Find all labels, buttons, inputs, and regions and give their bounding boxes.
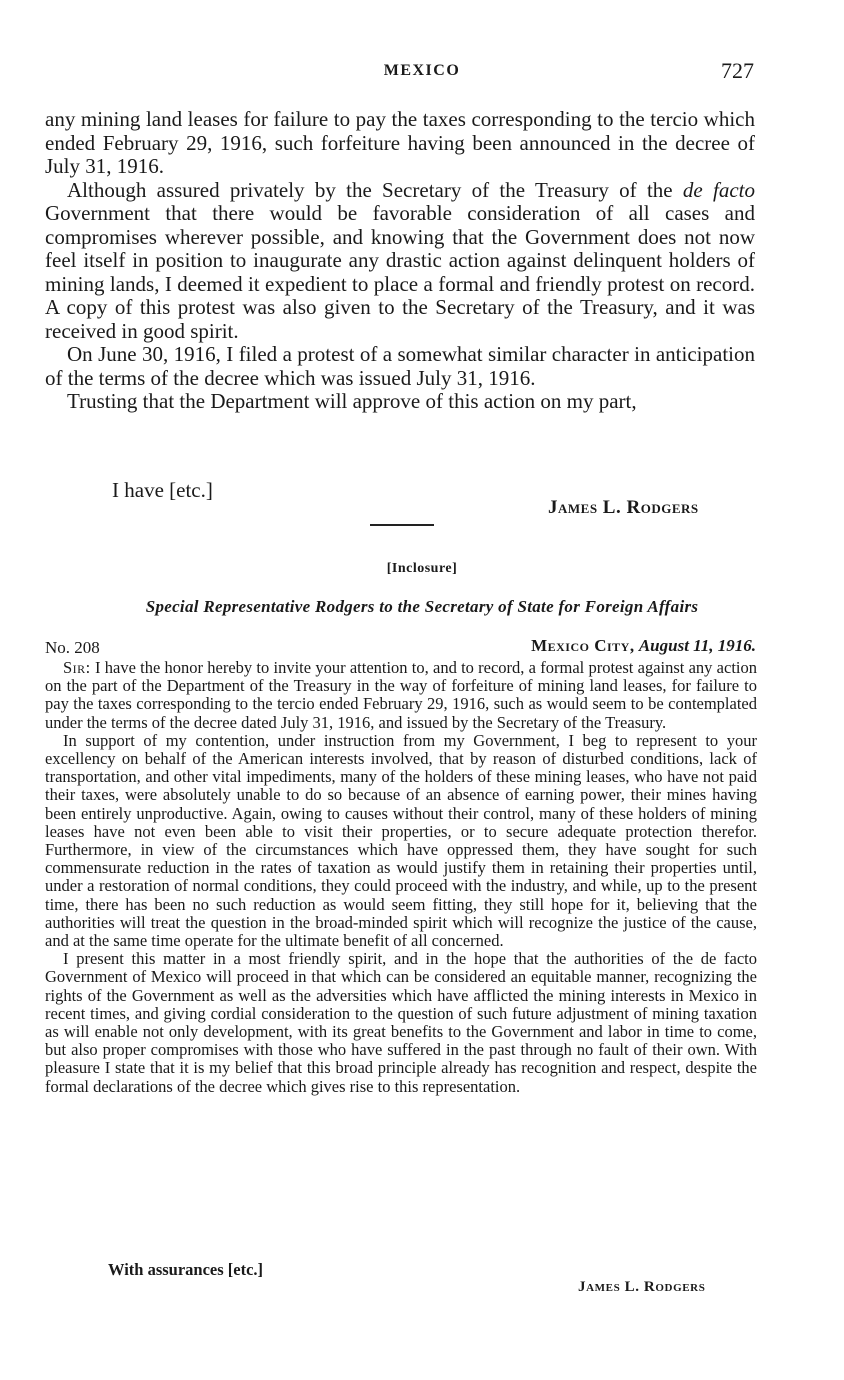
document-number: No. 208 bbox=[45, 638, 100, 657]
main-letter-paragraph-1: any mining land leases for failure to pay the taxes corresponding to the tercio which ended February 29, 1916, such forfeiture having been announced in the decree of July 31, 1916. bbox=[45, 107, 755, 178]
main-letter-paragraph-2 bbox=[45, 179, 755, 344]
de-facto-italic: de facto bbox=[682, 177, 756, 202]
main-letter-paragraph-2-text-a: Although assured privately by the Secretary of the Treasury of the bbox=[67, 177, 683, 202]
section-divider bbox=[370, 524, 434, 526]
main-letter-signature: James L. Rodgers bbox=[548, 497, 699, 518]
enclosure-closing: With assurances [etc.] bbox=[108, 1260, 264, 1279]
dateline bbox=[531, 636, 756, 656]
main-letter-paragraph-4: Trusting that the Department will approve of this action on my part, bbox=[67, 389, 637, 413]
enclosure-heading: Special Representative Rodgers to the Secretary of State for Foreign Affairs bbox=[145, 597, 699, 616]
salutation: Sir: bbox=[63, 658, 91, 677]
enclosure-body bbox=[45, 659, 757, 1096]
enclosure-signature: James L. Rodgers bbox=[578, 1279, 706, 1295]
page-number: 727 bbox=[721, 58, 754, 83]
enclosure-paragraph-1 bbox=[45, 659, 757, 732]
main-letter-paragraph-3: On June 30, 1916, I filed a protest of a somewhat similar character in anticipation of the terms of the decree which was issued July 31, 1916. bbox=[45, 342, 755, 390]
enclosure-paragraph-2: In support of my contention, under instruction from my Government, I beg to represent to your excellency on behalf of the American interests involved, that by reason of disturbed conditions, lack of transportation, and other vital impediments, many of the holders of these mining leases, who have not paid their taxes, were absolutely unable to do so because of an absence of earning power, their mines having been entirely unproductive. Again, owing to causes without their control, many of these holders of mining leases have not even been able to visit their properties, or to secure adequate protection therefor. Furthermore, in view of the circumstances which have oppressed them, they have sought for such commensurate reduction in the rates of taxation as would justify them in retaining their properties until, under a restoration of normal conditions, they could proceed with the industry, and while, up to the present time, there has been no such reduction as would seem fitting, they still hope for it, believing that the authorities will treat the question in the broad-minded spirit which will recognize the justice of the cause, and at the same time operate for the ultimate benefit of all concerned. bbox=[45, 730, 757, 951]
enclosure-paragraph-3: I present this matter in a most friendly spirit, and in the hope that the authorities of the de facto Government of Mexico will proceed in that which can be considered an equitable manner, recognizing the rights of the Government as well as the adversities which have afflicted the mining interests in Mexico in recent times, and giving cordial consideration to the question of such future adjustment of mining taxation as will enable not only development, with its great benefits to the Government and labor in time to come, but also proper compromises with those who have suffered in the past through no fault of their own. With pleasure I state that it is my belief that this broad principle already has recognition and respect, despite the formal declarations of the decree which gives rise to this representation. bbox=[45, 949, 757, 1096]
main-letter-body bbox=[45, 108, 755, 414]
dateline-date: August 11, 1916. bbox=[638, 636, 756, 655]
main-letter-paragraph-2-text-b: Government that there would be favorable consideration of all cases and compromises wherever possible, and knowing that the Government does not now feel itself in position to inaugurate any drastic action against delinquent holders of mining lands, I deemed it expedient to place a formal and friendly protest on record. A copy of this protest was also given to the Secretary of the Treasury, and it was received in good spirit. bbox=[45, 201, 755, 343]
main-letter-closing: I have [etc.] bbox=[112, 478, 213, 502]
inclosure-label: [Inclosure] bbox=[386, 561, 458, 576]
dateline-city: Mexico City, bbox=[531, 636, 635, 655]
running-head: MEXICO bbox=[383, 62, 461, 79]
enclosure-paragraph-1-text: I have the honor hereby to invite your attention to, and to record, a formal protest against any action on the part of the Department of the Treasury in the way of forfeiture of mining land leases, for failure to pay the taxes corresponding to the tercio ended February 29, 1916, such as would seem to be contemplated under the terms of the decree dated July 31, 1916, and issued by the Secretary of the Treasury. bbox=[45, 658, 757, 732]
